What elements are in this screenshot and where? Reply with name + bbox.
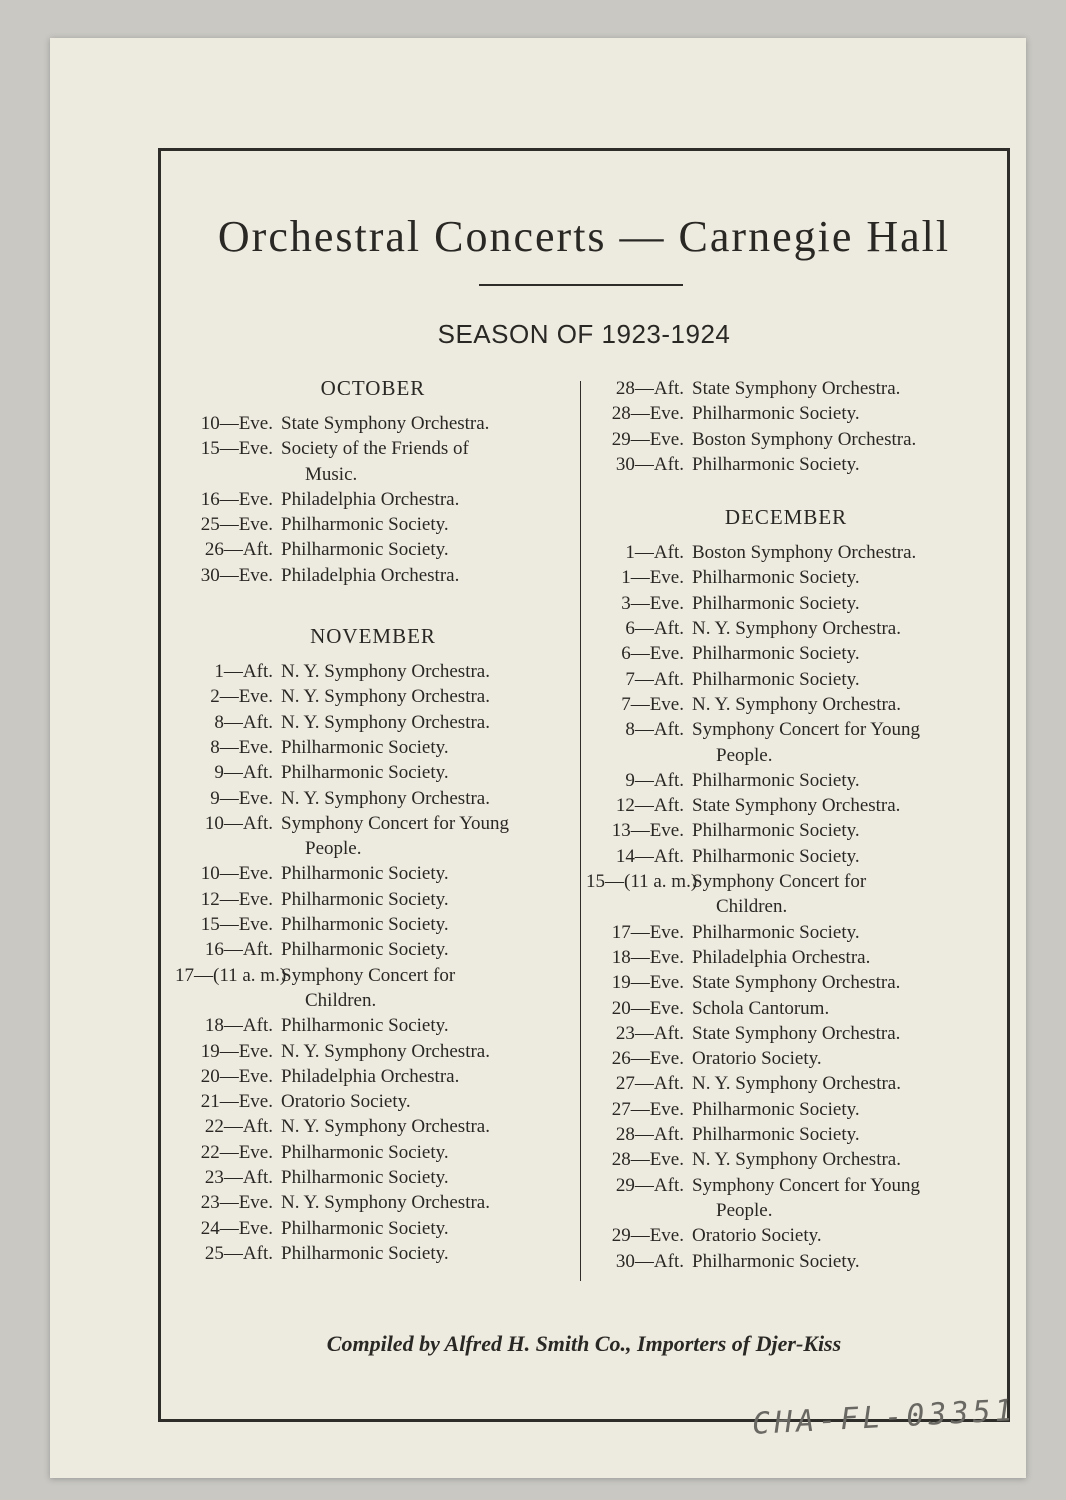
entry-event-text: Philharmonic Society. bbox=[692, 1250, 860, 1272]
entry-event bbox=[281, 512, 571, 537]
entry-date: 29—Aft. bbox=[615, 1174, 684, 1196]
schedule-entry bbox=[586, 667, 986, 692]
entry-event-text: Philharmonic Society. bbox=[281, 863, 449, 885]
entry-date: 25—Eve. bbox=[200, 514, 273, 536]
schedule-entry bbox=[175, 963, 571, 1014]
entry-event-text: Philharmonic Society. bbox=[281, 762, 449, 784]
entry-date: 10—Aft. bbox=[204, 812, 273, 834]
entry-event-text: Philharmonic Society. bbox=[281, 1217, 449, 1239]
schedule-entry bbox=[175, 1089, 571, 1114]
schedule-entry bbox=[586, 768, 986, 793]
entry-date: 1—Aft. bbox=[625, 542, 684, 564]
entry-date: 18—Eve. bbox=[611, 946, 684, 968]
entry-date: 9—Aft. bbox=[625, 769, 684, 791]
entry-event-text: Philadelphia Orchestra. bbox=[281, 1065, 460, 1087]
entry-event bbox=[692, 717, 986, 768]
entry-date: 2—Eve. bbox=[210, 686, 273, 708]
entry-event-text: Philharmonic Society. bbox=[281, 736, 449, 758]
entry-event-text: N. Y. Symphony Orchestra. bbox=[281, 661, 490, 683]
schedule-entry bbox=[175, 786, 571, 811]
entry-event bbox=[281, 887, 571, 912]
entry-date: 30—Aft. bbox=[615, 453, 684, 475]
schedule-entry bbox=[175, 735, 571, 760]
entry-event bbox=[281, 1216, 571, 1241]
schedule-entry bbox=[175, 912, 571, 937]
entry-date: 6—Aft. bbox=[625, 618, 684, 640]
schedule-entry bbox=[586, 869, 986, 920]
entry-event bbox=[692, 376, 986, 401]
entry-date: 1—Eve. bbox=[621, 567, 684, 589]
entry-event bbox=[281, 411, 571, 436]
entry-event-text: Philadelphia Orchestra. bbox=[281, 488, 460, 510]
schedule-entry bbox=[175, 1140, 571, 1165]
entry-event bbox=[281, 1013, 571, 1038]
entry-event-text: Philharmonic Society. bbox=[281, 1015, 449, 1037]
entry-event-continued: Children. bbox=[716, 896, 788, 918]
entry-date: 17—Eve. bbox=[611, 921, 684, 943]
entry-date: 30—Aft. bbox=[615, 1250, 684, 1272]
entry-date: 7—Eve. bbox=[621, 693, 684, 715]
schedule-entry bbox=[586, 717, 986, 768]
entry-event bbox=[281, 1190, 571, 1215]
schedule-entry bbox=[586, 427, 986, 452]
entry-event bbox=[692, 996, 986, 1021]
entry-date: 9—Aft. bbox=[214, 762, 273, 784]
schedule-entry bbox=[586, 692, 986, 717]
schedule-entry bbox=[175, 684, 571, 709]
entry-event-text: Symphony Concert for Young bbox=[281, 812, 510, 834]
entry-event-text: Boston Symphony Orchestra. bbox=[692, 542, 917, 564]
entry-event-text: Philharmonic Society. bbox=[692, 845, 860, 867]
entry-date: 27—Eve. bbox=[611, 1098, 684, 1120]
schedule-entry bbox=[175, 887, 571, 912]
entry-date: 6—Eve. bbox=[621, 643, 684, 665]
archive-id: CHA-FL-03351 bbox=[751, 1393, 1018, 1442]
schedule-entry bbox=[175, 1216, 571, 1241]
entry-event-text: N. Y. Symphony Orchestra. bbox=[692, 1073, 901, 1095]
entry-event bbox=[281, 786, 571, 811]
entry-date: 27—Aft. bbox=[615, 1073, 684, 1095]
schedule-entry bbox=[586, 591, 986, 616]
entry-event-text: State Symphony Orchestra. bbox=[692, 972, 901, 994]
schedule-entry bbox=[586, 540, 986, 565]
compiler-credit: Compiled by Alfred H. Smith Co., Importers of Djer-Kiss bbox=[326, 1331, 842, 1356]
schedule-entry bbox=[586, 1147, 986, 1172]
schedule-entry bbox=[586, 452, 986, 477]
entry-event bbox=[281, 811, 571, 862]
entry-event-continued: Music. bbox=[305, 463, 358, 485]
entry-event bbox=[692, 1223, 986, 1248]
schedule-entry bbox=[586, 616, 986, 641]
entry-event-text: N. Y. Symphony Orchestra. bbox=[692, 618, 901, 640]
entry-event bbox=[281, 684, 571, 709]
entry-event bbox=[692, 970, 986, 995]
entry-event-text: Philharmonic Society. bbox=[692, 1098, 860, 1120]
entry-event bbox=[692, 869, 986, 920]
schedule-entry bbox=[586, 641, 986, 666]
entry-date: 28—Eve. bbox=[611, 403, 684, 425]
entry-event-continued: People. bbox=[716, 744, 773, 766]
entry-event-text: Oratorio Society. bbox=[281, 1091, 411, 1113]
entry-event-text: Philharmonic Society. bbox=[281, 1242, 449, 1264]
schedule-entry bbox=[175, 1013, 571, 1038]
entry-date: 16—Aft. bbox=[204, 939, 273, 961]
entry-event-text: State Symphony Orchestra. bbox=[692, 795, 901, 817]
entry-event bbox=[281, 659, 571, 684]
december-list bbox=[586, 540, 986, 1274]
schedule-entry bbox=[586, 1122, 986, 1147]
entry-event bbox=[692, 540, 986, 565]
schedule-entry bbox=[586, 1021, 986, 1046]
entry-event-text: Philharmonic Society. bbox=[281, 514, 449, 536]
entry-event-text: Philharmonic Society. bbox=[692, 820, 860, 842]
schedule-entry bbox=[175, 1039, 571, 1064]
entry-event-continued: Children. bbox=[305, 989, 377, 1011]
october-list bbox=[175, 411, 571, 588]
entry-event-text: Philharmonic Society. bbox=[692, 769, 860, 791]
schedule-entry bbox=[586, 945, 986, 970]
entry-event-text: N. Y. Symphony Orchestra. bbox=[281, 1116, 490, 1138]
entry-date: 15—Eve. bbox=[200, 438, 273, 460]
schedule-entry bbox=[175, 436, 571, 487]
entry-event-text: N. Y. Symphony Orchestra. bbox=[281, 711, 490, 733]
schedule-entry bbox=[586, 1071, 986, 1096]
entry-date: 17—(11 a. m.) bbox=[175, 964, 287, 986]
entry-date: 9—Eve. bbox=[210, 787, 273, 809]
entry-event-text: Schola Cantorum. bbox=[692, 997, 830, 1019]
entry-event-text: State Symphony Orchestra. bbox=[692, 1022, 901, 1044]
entry-date: 3—Eve. bbox=[621, 592, 684, 614]
schedule-entry bbox=[175, 811, 571, 862]
entry-event-text: Philharmonic Society. bbox=[281, 1141, 449, 1163]
entry-event-text: Philharmonic Society. bbox=[692, 668, 860, 690]
entry-date: 19—Eve. bbox=[200, 1040, 273, 1062]
entry-event bbox=[281, 537, 571, 562]
schedule-entry bbox=[586, 920, 986, 945]
title-rule bbox=[479, 284, 683, 286]
right-column bbox=[586, 376, 986, 1274]
schedule-entry bbox=[175, 937, 571, 962]
entry-event-text: Symphony Concert for bbox=[281, 964, 456, 986]
entry-event bbox=[692, 1046, 986, 1071]
entry-event-text: N. Y. Symphony Orchestra. bbox=[281, 1040, 490, 1062]
schedule-entry bbox=[175, 537, 571, 562]
entry-event bbox=[281, 1089, 571, 1114]
entry-event bbox=[692, 920, 986, 945]
schedule-entry bbox=[175, 411, 571, 436]
schedule-entry bbox=[586, 844, 986, 869]
schedule-entry bbox=[586, 1097, 986, 1122]
entry-event bbox=[692, 616, 986, 641]
entry-date: 29—Eve. bbox=[611, 1225, 684, 1247]
entry-date: 10—Eve. bbox=[200, 863, 273, 885]
entry-event bbox=[692, 1021, 986, 1046]
entry-event-text: State Symphony Orchestra. bbox=[281, 413, 490, 434]
entry-date: 16—Eve. bbox=[200, 488, 273, 510]
entry-event-text: Philharmonic Society. bbox=[281, 888, 449, 910]
entry-event bbox=[692, 591, 986, 616]
schedule-entry bbox=[175, 1190, 571, 1215]
entry-date: 10—Eve. bbox=[200, 413, 273, 434]
entry-date: 7—Aft. bbox=[625, 668, 684, 690]
entry-event-text: Philharmonic Society. bbox=[281, 539, 449, 561]
entry-event-text: Oratorio Society. bbox=[692, 1225, 822, 1247]
entry-date: 1—Aft. bbox=[214, 661, 273, 683]
column-divider bbox=[580, 381, 581, 1281]
entry-event-text: N. Y. Symphony Orchestra. bbox=[281, 787, 490, 809]
november-list bbox=[175, 659, 571, 1266]
entry-event bbox=[692, 452, 986, 477]
entry-date: 22—Eve. bbox=[200, 1141, 273, 1163]
entry-date: 23—Eve. bbox=[200, 1192, 273, 1214]
left-column bbox=[175, 376, 571, 1266]
entry-event bbox=[281, 1114, 571, 1139]
entry-event bbox=[281, 937, 571, 962]
schedule-entry bbox=[175, 1241, 571, 1266]
entry-date: 15—(11 a. m.) bbox=[586, 871, 698, 893]
entry-event bbox=[281, 963, 571, 1014]
schedule-entry bbox=[175, 1064, 571, 1089]
entry-event bbox=[692, 1122, 986, 1147]
entry-date: 19—Eve. bbox=[611, 972, 684, 994]
entry-date: 8—Aft. bbox=[214, 711, 273, 733]
entry-event-text: Symphony Concert for Young bbox=[692, 719, 921, 741]
schedule-entry bbox=[586, 970, 986, 995]
entry-event-text: Symphony Concert for Young bbox=[692, 1174, 921, 1196]
schedule-entry bbox=[586, 401, 986, 426]
entry-event-text: State Symphony Orchestra. bbox=[692, 378, 901, 399]
entry-date: 23—Aft. bbox=[615, 1022, 684, 1044]
entry-event-continued: People. bbox=[305, 838, 362, 860]
entry-event bbox=[692, 1147, 986, 1172]
entry-date: 12—Eve. bbox=[200, 888, 273, 910]
entry-event bbox=[692, 1071, 986, 1096]
schedule-entry bbox=[586, 996, 986, 1021]
program-sheet bbox=[50, 38, 1026, 1478]
entry-event bbox=[692, 692, 986, 717]
entry-event-text: N. Y. Symphony Orchestra. bbox=[692, 693, 901, 715]
entry-event-text: Philadelphia Orchestra. bbox=[281, 564, 460, 586]
schedule-entry bbox=[586, 1223, 986, 1248]
schedule-entry bbox=[586, 1173, 986, 1224]
entry-event-text: Oratorio Society. bbox=[692, 1048, 822, 1070]
schedule-entry bbox=[175, 710, 571, 735]
entry-date: 20—Eve. bbox=[611, 997, 684, 1019]
schedule-entry bbox=[586, 1046, 986, 1071]
entry-event-text: Philharmonic Society. bbox=[692, 453, 860, 475]
entry-date: 18—Aft. bbox=[204, 1015, 273, 1037]
entry-event-text: Symphony Concert for bbox=[692, 871, 867, 893]
entry-event bbox=[692, 427, 986, 452]
entry-event bbox=[692, 818, 986, 843]
entry-date: 20—Eve. bbox=[200, 1065, 273, 1087]
entry-event bbox=[281, 1241, 571, 1266]
entry-event bbox=[692, 565, 986, 590]
entry-date: 23—Aft. bbox=[204, 1167, 273, 1189]
entry-date: 8—Eve. bbox=[210, 736, 273, 758]
entry-date: 24—Eve. bbox=[200, 1217, 273, 1239]
entry-date: 26—Eve. bbox=[611, 1048, 684, 1070]
schedule-entry bbox=[175, 1165, 571, 1190]
entry-event bbox=[692, 401, 986, 426]
schedule-entry bbox=[586, 376, 986, 401]
entry-date: 29—Eve. bbox=[611, 428, 684, 450]
entry-event-text: Philharmonic Society. bbox=[281, 1167, 449, 1189]
entry-date: 21—Eve. bbox=[200, 1091, 273, 1113]
schedule-entry bbox=[175, 487, 571, 512]
schedule-entry bbox=[175, 1114, 571, 1139]
entry-event bbox=[281, 1140, 571, 1165]
entry-event-text: Philadelphia Orchestra. bbox=[692, 946, 871, 968]
entry-date: 14—Aft. bbox=[615, 845, 684, 867]
entry-event bbox=[281, 563, 571, 588]
schedule-entry bbox=[175, 512, 571, 537]
schedule-entry bbox=[586, 818, 986, 843]
entry-event bbox=[692, 1249, 986, 1274]
entry-date: 12—Aft. bbox=[615, 795, 684, 817]
entry-date: 22—Aft. bbox=[204, 1116, 273, 1138]
entry-date: 15—Eve. bbox=[200, 914, 273, 936]
month-heading-october: OCTOBER bbox=[320, 376, 426, 400]
entry-event bbox=[281, 735, 571, 760]
entry-event-text: Philharmonic Society. bbox=[281, 939, 449, 961]
entry-date: 13—Eve. bbox=[611, 820, 684, 842]
entry-event-text: Philharmonic Society. bbox=[692, 921, 860, 943]
entry-event-text: Boston Symphony Orchestra. bbox=[692, 428, 917, 450]
entry-event bbox=[281, 760, 571, 785]
entry-event-text: N. Y. Symphony Orchestra. bbox=[281, 686, 490, 708]
entry-event-text: N. Y. Symphony Orchestra. bbox=[692, 1149, 901, 1171]
entry-event bbox=[692, 945, 986, 970]
schedule-entry bbox=[175, 659, 571, 684]
entry-event bbox=[692, 641, 986, 666]
entry-event-text: Philharmonic Society. bbox=[692, 403, 860, 425]
entry-event-text: Philharmonic Society. bbox=[692, 592, 860, 614]
entry-event bbox=[692, 793, 986, 818]
entry-event bbox=[281, 1064, 571, 1089]
november-continued-list bbox=[586, 376, 986, 477]
entry-event bbox=[281, 710, 571, 735]
entry-date: 28—Aft. bbox=[615, 1124, 684, 1146]
entry-event bbox=[692, 1097, 986, 1122]
entry-event bbox=[281, 1165, 571, 1190]
entry-event bbox=[692, 667, 986, 692]
entry-date: 28—Aft. bbox=[615, 378, 684, 399]
entry-event bbox=[281, 487, 571, 512]
entry-event-text: Philharmonic Society. bbox=[692, 567, 860, 589]
schedule-entry bbox=[586, 565, 986, 590]
entry-date: 30—Eve. bbox=[200, 564, 273, 586]
month-heading-december: DECEMBER bbox=[724, 505, 848, 530]
schedule-entry bbox=[586, 793, 986, 818]
schedule-entry bbox=[175, 861, 571, 886]
entry-event bbox=[692, 1173, 986, 1224]
entry-date: 28—Eve. bbox=[611, 1149, 684, 1171]
entry-event-text: Society of the Friends of bbox=[281, 438, 469, 460]
entry-event bbox=[281, 436, 571, 487]
entry-event bbox=[281, 912, 571, 937]
entry-event-text: N. Y. Symphony Orchestra. bbox=[281, 1192, 490, 1214]
entry-date: 26—Aft. bbox=[204, 539, 273, 561]
entry-date: 8—Aft. bbox=[625, 719, 684, 741]
border-frame bbox=[158, 148, 1010, 1422]
season-heading: SEASON OF 1923-1924 bbox=[437, 319, 731, 349]
schedule-entry bbox=[586, 1249, 986, 1274]
page-title: Orchestral Concerts — Carnegie Hall bbox=[217, 212, 951, 261]
schedule-entry bbox=[175, 760, 571, 785]
entry-event-text: Philharmonic Society. bbox=[692, 643, 860, 665]
month-heading-november: NOVEMBER bbox=[310, 624, 436, 649]
entry-event-continued: People. bbox=[716, 1199, 773, 1221]
entry-date: 25—Aft. bbox=[204, 1242, 273, 1264]
entry-event-text: Philharmonic Society. bbox=[281, 914, 449, 936]
entry-event bbox=[692, 844, 986, 869]
entry-event bbox=[692, 768, 986, 793]
entry-event-text: Philharmonic Society. bbox=[692, 1124, 860, 1146]
schedule-entry bbox=[175, 563, 571, 588]
entry-event bbox=[281, 861, 571, 886]
entry-event bbox=[281, 1039, 571, 1064]
